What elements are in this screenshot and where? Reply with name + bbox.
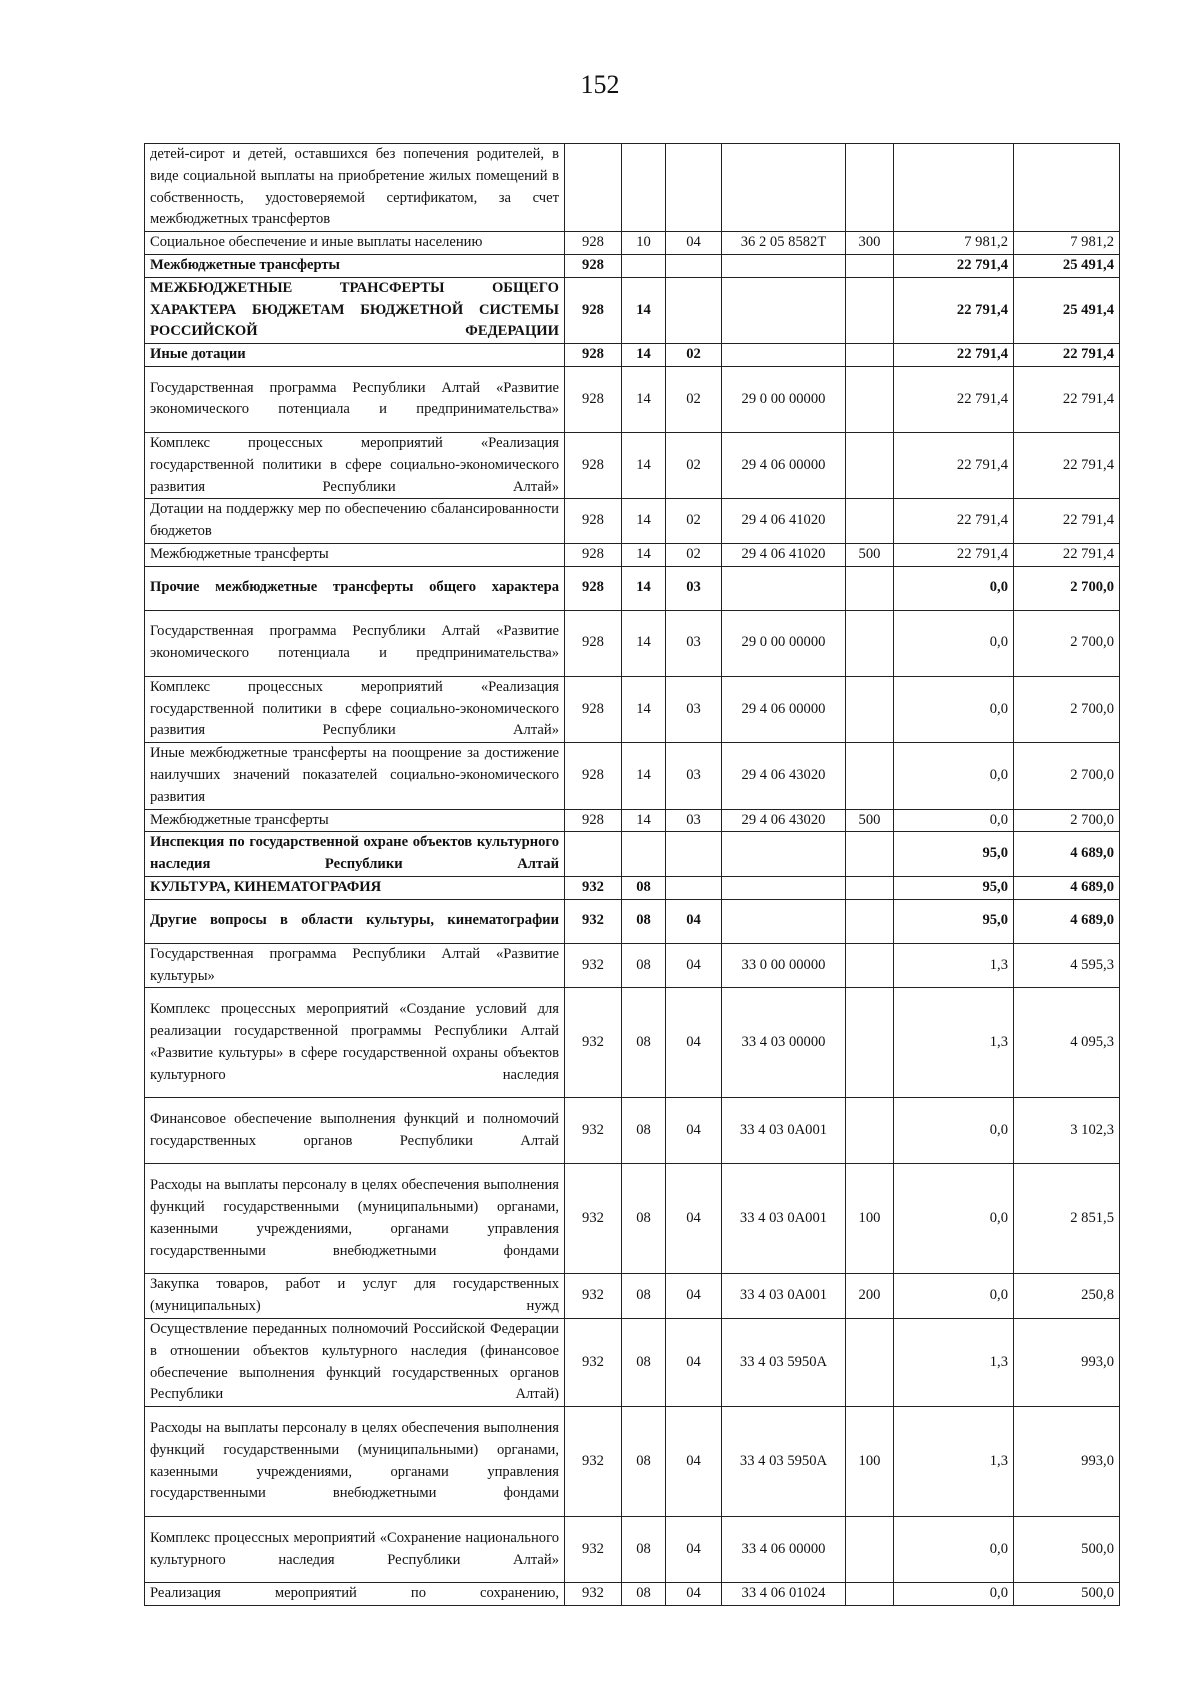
row-csr-cell: 33 4 03 00000 — [722, 988, 846, 1098]
row-csr-cell: 29 4 06 43020 — [722, 809, 846, 832]
row-name-cell: Комплекс процессных мероприятий «Сохранение национального культурного наследия Республики Алтай» — [145, 1517, 565, 1583]
row-pr-cell: 04 — [666, 1583, 722, 1606]
row-sum-2025-cell: 2 700,0 — [1014, 743, 1120, 809]
row-ved-cell: 928 — [565, 566, 622, 610]
table-row — [145, 232, 1120, 255]
row-name-cell: КУЛЬТУРА, КИНЕМАТОГРАФИЯ — [145, 876, 565, 899]
row-vr-cell — [846, 254, 894, 277]
row-sum-2025-cell: 2 700,0 — [1014, 676, 1120, 742]
row-pr-cell: 03 — [666, 566, 722, 610]
row-vr-cell — [846, 676, 894, 742]
row-ved-cell: 928 — [565, 277, 622, 343]
row-csr-cell: 29 4 06 41020 — [722, 499, 846, 544]
row-sum-2025-cell: 22 791,4 — [1014, 499, 1120, 544]
row-name-cell: Осуществление переданных полномочий Российской Федерации в отношении объектов культурного наследия (финансовое обеспечение выполнения функций государственных органов Республики Алтай) — [145, 1318, 565, 1406]
row-name-cell: Социальное обеспечение и иные выплаты населению — [145, 232, 565, 255]
row-csr-cell: 33 0 00 00000 — [722, 943, 846, 988]
row-pr-cell: 04 — [666, 943, 722, 988]
row-sum-2024-cell: 0,0 — [894, 610, 1014, 676]
row-csr-cell: 29 4 06 41020 — [722, 543, 846, 566]
row-name-cell: Расходы на выплаты персоналу в целях обеспечения выполнения функций государственными (муниципальными) органами, казенными учреждениями, органами управления государственными внебюджетными фондами — [145, 1164, 565, 1274]
row-sum-2024-cell: 95,0 — [894, 876, 1014, 899]
row-ved-cell: 928 — [565, 499, 622, 544]
row-sum-2025-cell: 22 791,4 — [1014, 543, 1120, 566]
row-rz-cell: 14 — [622, 277, 666, 343]
row-sum-2024-cell: 7 981,2 — [894, 232, 1014, 255]
row-sum-2025-cell: 500,0 — [1014, 1583, 1120, 1606]
row-ved-cell: 932 — [565, 1274, 622, 1319]
row-sum-2025-cell: 993,0 — [1014, 1318, 1120, 1406]
row-ved-cell: 928 — [565, 254, 622, 277]
row-ved-cell: 928 — [565, 743, 622, 809]
table-row — [145, 254, 1120, 277]
row-name-cell: Межбюджетные трансферты — [145, 809, 565, 832]
row-csr-cell — [722, 899, 846, 943]
row-csr-cell — [722, 832, 846, 877]
row-sum-2025-cell: 4 689,0 — [1014, 899, 1120, 943]
table-row — [145, 988, 1120, 1098]
row-csr-cell: 33 4 03 0А001 — [722, 1098, 846, 1164]
row-name-cell: Государственная программа Республики Алтай «Развитие экономического потенциала и предпринимательства» — [145, 610, 565, 676]
row-pr-cell: 02 — [666, 499, 722, 544]
table-row — [145, 566, 1120, 610]
row-sum-2025-cell: 2 851,5 — [1014, 1164, 1120, 1274]
row-csr-cell: 29 4 06 00000 — [722, 676, 846, 742]
row-pr-cell — [666, 254, 722, 277]
row-pr-cell: 03 — [666, 676, 722, 742]
row-vr-cell: 100 — [846, 1164, 894, 1274]
row-csr-cell — [722, 144, 846, 232]
row-vr-cell — [846, 277, 894, 343]
row-vr-cell — [846, 832, 894, 877]
row-vr-cell — [846, 344, 894, 367]
row-ved-cell: 932 — [565, 1407, 622, 1517]
row-vr-cell — [846, 1583, 894, 1606]
row-sum-2025-cell: 25 491,4 — [1014, 277, 1120, 343]
row-sum-2024-cell — [894, 144, 1014, 232]
row-sum-2025-cell: 993,0 — [1014, 1407, 1120, 1517]
row-rz-cell: 08 — [622, 1583, 666, 1606]
row-csr-cell: 29 4 06 43020 — [722, 743, 846, 809]
row-sum-2025-cell: 250,8 — [1014, 1274, 1120, 1319]
row-csr-cell: 33 4 03 0А001 — [722, 1274, 846, 1319]
table-row — [145, 743, 1120, 809]
row-ved-cell: 928 — [565, 610, 622, 676]
row-sum-2025-cell: 7 981,2 — [1014, 232, 1120, 255]
row-sum-2025-cell: 22 791,4 — [1014, 432, 1120, 498]
table-row — [145, 809, 1120, 832]
row-rz-cell — [622, 832, 666, 877]
row-pr-cell: 04 — [666, 1407, 722, 1517]
table-row — [145, 344, 1120, 367]
row-rz-cell: 08 — [622, 1318, 666, 1406]
row-pr-cell: 04 — [666, 1517, 722, 1583]
row-ved-cell: 928 — [565, 344, 622, 367]
row-name-cell: Расходы на выплаты персоналу в целях обеспечения выполнения функций государственными (муниципальными) органами, казенными учреждениями, органами управления государственными внебюджетными фондами — [145, 1407, 565, 1517]
row-sum-2024-cell: 1,3 — [894, 1318, 1014, 1406]
row-rz-cell: 14 — [622, 366, 666, 432]
budget-table — [144, 143, 1120, 1606]
row-csr-cell: 29 0 00 00000 — [722, 366, 846, 432]
row-sum-2025-cell: 2 700,0 — [1014, 809, 1120, 832]
row-pr-cell: 04 — [666, 1274, 722, 1319]
row-vr-cell — [846, 566, 894, 610]
row-vr-cell — [846, 899, 894, 943]
row-csr-cell: 29 4 06 00000 — [722, 432, 846, 498]
row-name-cell: Финансовое обеспечение выполнения функций и полномочий государственных органов Республики Алтай — [145, 1098, 565, 1164]
row-csr-cell — [722, 254, 846, 277]
row-name-cell: Другие вопросы в области культуры, кинематографии — [145, 899, 565, 943]
table-row — [145, 610, 1120, 676]
row-ved-cell: 932 — [565, 943, 622, 988]
row-rz-cell: 14 — [622, 676, 666, 742]
row-sum-2025-cell: 4 095,3 — [1014, 988, 1120, 1098]
row-pr-cell: 04 — [666, 232, 722, 255]
row-sum-2025-cell: 3 102,3 — [1014, 1098, 1120, 1164]
table-row — [145, 1098, 1120, 1164]
row-sum-2024-cell: 1,3 — [894, 943, 1014, 988]
row-name-cell: Государственная программа Республики Алтай «Развитие культуры» — [145, 943, 565, 988]
row-name-cell: Дотации на поддержку мер по обеспечению сбалансированности бюджетов — [145, 499, 565, 544]
row-rz-cell — [622, 144, 666, 232]
row-csr-cell — [722, 344, 846, 367]
row-ved-cell: 928 — [565, 809, 622, 832]
row-name-cell: МЕЖБЮДЖЕТНЫЕ ТРАНСФЕРТЫ ОБЩЕГО ХАРАКТЕРА БЮДЖЕТАМ БЮДЖЕТНОЙ СИСТЕМЫ РОССИЙСКОЙ ФЕДЕРАЦИИ — [145, 277, 565, 343]
row-vr-cell — [846, 988, 894, 1098]
row-ved-cell — [565, 832, 622, 877]
row-sum-2024-cell: 0,0 — [894, 809, 1014, 832]
row-pr-cell: 02 — [666, 543, 722, 566]
row-pr-cell: 04 — [666, 1164, 722, 1274]
row-sum-2025-cell: 25 491,4 — [1014, 254, 1120, 277]
row-name-cell: Закупка товаров, работ и услуг для государственных (муниципальных) нужд — [145, 1274, 565, 1319]
row-vr-cell — [846, 876, 894, 899]
row-csr-cell: 33 4 03 5950А — [722, 1318, 846, 1406]
row-pr-cell: 04 — [666, 988, 722, 1098]
row-rz-cell: 14 — [622, 344, 666, 367]
row-vr-cell — [846, 743, 894, 809]
row-rz-cell: 08 — [622, 1274, 666, 1319]
table-row — [145, 432, 1120, 498]
row-sum-2024-cell: 0,0 — [894, 1098, 1014, 1164]
row-sum-2024-cell: 22 791,4 — [894, 344, 1014, 367]
row-ved-cell — [565, 144, 622, 232]
row-vr-cell: 200 — [846, 1274, 894, 1319]
row-name-cell: Комплекс процессных мероприятий «Реализация государственной политики в сфере социально-экономического развития Республики Алтай» — [145, 676, 565, 742]
row-rz-cell: 08 — [622, 1164, 666, 1274]
row-ved-cell: 932 — [565, 1517, 622, 1583]
row-csr-cell: 33 4 03 0А001 — [722, 1164, 846, 1274]
row-ved-cell: 932 — [565, 1164, 622, 1274]
row-sum-2025-cell — [1014, 144, 1120, 232]
row-ved-cell: 928 — [565, 543, 622, 566]
row-rz-cell: 08 — [622, 876, 666, 899]
row-vr-cell — [846, 499, 894, 544]
row-sum-2024-cell: 22 791,4 — [894, 543, 1014, 566]
row-vr-cell — [846, 1517, 894, 1583]
row-csr-cell: 36 2 05 8582Т — [722, 232, 846, 255]
row-sum-2024-cell: 0,0 — [894, 1274, 1014, 1319]
row-name-cell: Реализация мероприятий по сохранению, — [145, 1583, 565, 1606]
row-pr-cell — [666, 144, 722, 232]
row-ved-cell: 932 — [565, 988, 622, 1098]
row-ved-cell: 932 — [565, 1583, 622, 1606]
row-pr-cell — [666, 277, 722, 343]
table-row — [145, 1164, 1120, 1274]
row-pr-cell: 03 — [666, 610, 722, 676]
row-pr-cell: 04 — [666, 1318, 722, 1406]
table-row — [145, 676, 1120, 742]
row-sum-2024-cell: 22 791,4 — [894, 277, 1014, 343]
row-pr-cell — [666, 832, 722, 877]
table-row — [145, 943, 1120, 988]
row-name-cell: Прочие межбюджетные трансферты общего характера — [145, 566, 565, 610]
table-row — [145, 1318, 1120, 1406]
row-sum-2025-cell: 2 700,0 — [1014, 566, 1120, 610]
table-row — [145, 144, 1120, 232]
row-rz-cell: 08 — [622, 943, 666, 988]
row-rz-cell: 08 — [622, 1098, 666, 1164]
row-vr-cell — [846, 1318, 894, 1406]
row-pr-cell — [666, 876, 722, 899]
row-name-cell: Государственная программа Республики Алтай «Развитие экономического потенциала и предпринимательства» — [145, 366, 565, 432]
row-pr-cell: 02 — [666, 344, 722, 367]
table-row — [145, 899, 1120, 943]
row-csr-cell — [722, 876, 846, 899]
row-sum-2024-cell: 0,0 — [894, 676, 1014, 742]
row-pr-cell: 02 — [666, 432, 722, 498]
row-rz-cell: 10 — [622, 232, 666, 255]
row-sum-2025-cell: 4 595,3 — [1014, 943, 1120, 988]
row-sum-2024-cell: 1,3 — [894, 988, 1014, 1098]
row-vr-cell: 300 — [846, 232, 894, 255]
row-pr-cell: 03 — [666, 809, 722, 832]
table-row — [145, 543, 1120, 566]
row-vr-cell — [846, 366, 894, 432]
row-csr-cell — [722, 277, 846, 343]
row-ved-cell: 928 — [565, 432, 622, 498]
row-sum-2024-cell: 22 791,4 — [894, 432, 1014, 498]
row-name-cell: Межбюджетные трансферты — [145, 543, 565, 566]
row-sum-2025-cell: 2 700,0 — [1014, 610, 1120, 676]
row-vr-cell: 500 — [846, 543, 894, 566]
row-sum-2024-cell: 1,3 — [894, 1407, 1014, 1517]
row-name-cell: Межбюджетные трансферты — [145, 254, 565, 277]
row-name-cell: Комплекс процессных мероприятий «Создание условий для реализации государственной программы Республики Алтай «Развитие культуры» в сфере государственной охраны объектов культурного наследия — [145, 988, 565, 1098]
row-pr-cell: 02 — [666, 366, 722, 432]
row-rz-cell: 14 — [622, 610, 666, 676]
row-rz-cell: 14 — [622, 809, 666, 832]
row-rz-cell — [622, 254, 666, 277]
table-row — [145, 1274, 1120, 1319]
row-sum-2024-cell: 0,0 — [894, 1164, 1014, 1274]
row-rz-cell: 14 — [622, 432, 666, 498]
row-vr-cell — [846, 1098, 894, 1164]
row-csr-cell: 33 4 03 5950А — [722, 1407, 846, 1517]
row-name-cell: детей-сирот и детей, оставшихся без попечения родителей, в виде социальной выплаты на приобретение жилых помещений в собственность, удостоверяемой сертификатом, за счет межбюджетных трансфертов — [145, 144, 565, 232]
row-sum-2025-cell: 22 791,4 — [1014, 344, 1120, 367]
row-rz-cell: 08 — [622, 1407, 666, 1517]
row-csr-cell: 29 0 00 00000 — [722, 610, 846, 676]
table-row — [145, 1407, 1120, 1517]
row-sum-2025-cell: 4 689,0 — [1014, 832, 1120, 877]
row-rz-cell: 14 — [622, 499, 666, 544]
row-rz-cell: 08 — [622, 988, 666, 1098]
row-ved-cell: 932 — [565, 1098, 622, 1164]
row-pr-cell: 04 — [666, 899, 722, 943]
row-rz-cell: 14 — [622, 743, 666, 809]
row-name-cell: Иные межбюджетные трансферты на поощрение за достижение наилучших значений показателей социально-экономического развития — [145, 743, 565, 809]
row-name-cell: Иные дотации — [145, 344, 565, 367]
row-rz-cell: 08 — [622, 899, 666, 943]
row-csr-cell: 33 4 06 01024 — [722, 1583, 846, 1606]
row-vr-cell — [846, 943, 894, 988]
row-sum-2024-cell: 22 791,4 — [894, 499, 1014, 544]
row-csr-cell: 33 4 06 00000 — [722, 1517, 846, 1583]
table-row — [145, 1517, 1120, 1583]
row-sum-2024-cell: 22 791,4 — [894, 366, 1014, 432]
row-ved-cell: 932 — [565, 1318, 622, 1406]
row-csr-cell — [722, 566, 846, 610]
row-name-cell: Комплекс процессных мероприятий «Реализация государственной политики в сфере социально-экономического развития Республики Алтай» — [145, 432, 565, 498]
row-ved-cell: 932 — [565, 899, 622, 943]
row-pr-cell: 04 — [666, 1098, 722, 1164]
row-sum-2025-cell: 22 791,4 — [1014, 366, 1120, 432]
row-sum-2025-cell: 4 689,0 — [1014, 876, 1120, 899]
row-vr-cell — [846, 144, 894, 232]
row-ved-cell: 928 — [565, 676, 622, 742]
table-row — [145, 876, 1120, 899]
row-pr-cell: 03 — [666, 743, 722, 809]
row-sum-2024-cell: 95,0 — [894, 899, 1014, 943]
row-rz-cell: 14 — [622, 566, 666, 610]
row-sum-2024-cell: 0,0 — [894, 566, 1014, 610]
row-vr-cell: 500 — [846, 809, 894, 832]
row-rz-cell: 14 — [622, 543, 666, 566]
row-vr-cell — [846, 610, 894, 676]
row-sum-2024-cell: 22 791,4 — [894, 254, 1014, 277]
row-ved-cell: 928 — [565, 232, 622, 255]
table-row — [145, 277, 1120, 343]
row-sum-2025-cell: 500,0 — [1014, 1517, 1120, 1583]
row-name-cell: Инспекция по государственной охране объектов культурного наследия Республики Алтай — [145, 832, 565, 877]
row-sum-2024-cell: 0,0 — [894, 1517, 1014, 1583]
page-number: 152 — [580, 70, 620, 99]
row-ved-cell: 928 — [565, 366, 622, 432]
row-rz-cell: 08 — [622, 1517, 666, 1583]
table-row — [145, 499, 1120, 544]
row-sum-2024-cell: 95,0 — [894, 832, 1014, 877]
row-vr-cell: 100 — [846, 1407, 894, 1517]
table-row — [145, 366, 1120, 432]
table-row — [145, 1583, 1120, 1606]
row-sum-2024-cell: 0,0 — [894, 743, 1014, 809]
table-row — [145, 832, 1120, 877]
row-vr-cell — [846, 432, 894, 498]
row-sum-2024-cell: 0,0 — [894, 1583, 1014, 1606]
row-ved-cell: 932 — [565, 876, 622, 899]
